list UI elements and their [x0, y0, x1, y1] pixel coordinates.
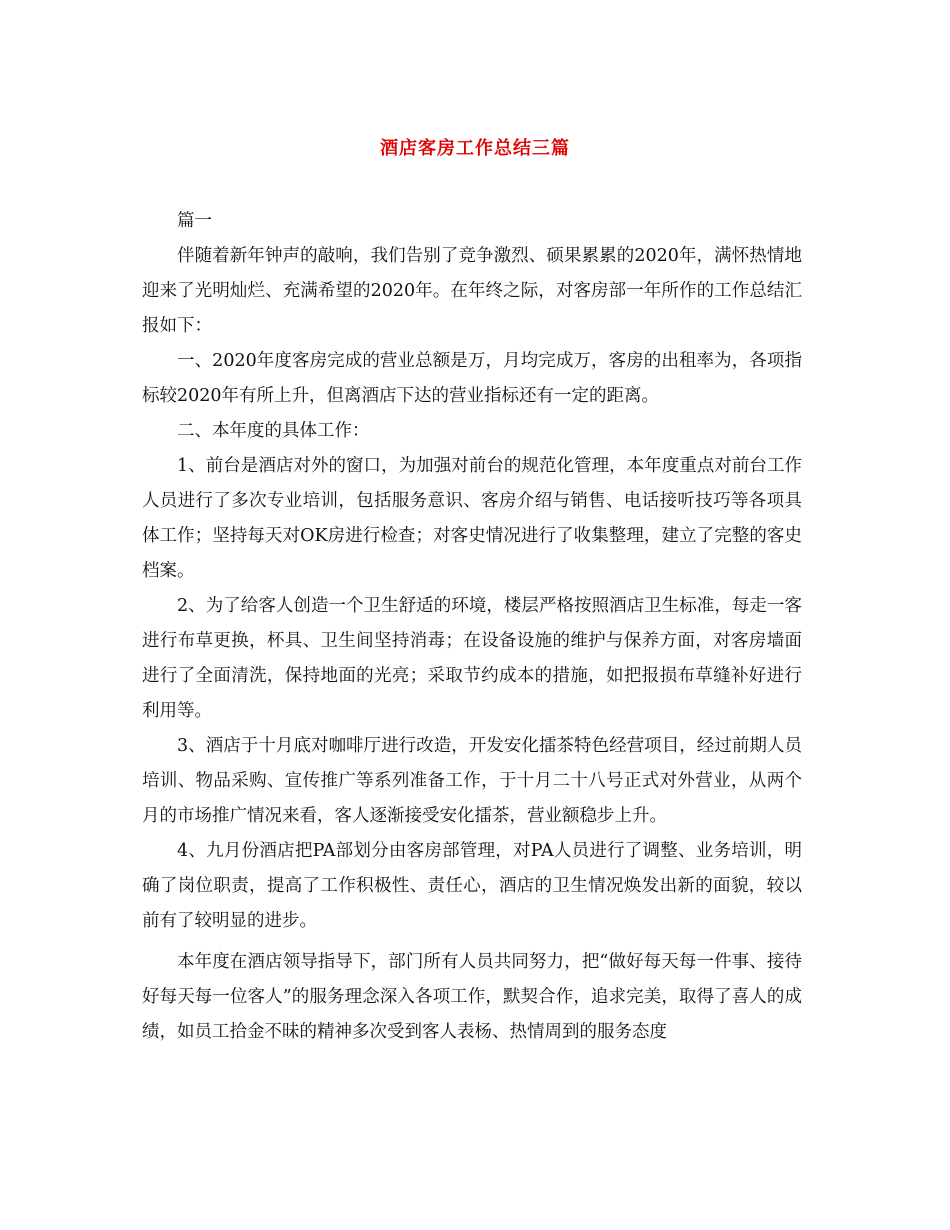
paragraph: 本年度在酒店领导指导下，部门所有人员共同努力，把“做好每天每一件事、接待好每天每一位客人”的服务理念深入各项工作，默契合作，追求完美，取得了喜人的成绩，如员工拾金不昧的精神多次受到客人表杨、热情周到的服务态度	[142, 952, 802, 1042]
paragraph: 2、为了给客人创造一个卫生舒适的环境，楼层严格按照酒店卫生标准，每走一客进行布草更换，杯具、卫生间坚持消毒；在设备设施的维护与保养方面，对客房墙面进行了全面清洗，保持地面的光亮；采取节约成本的措施，如把报损布草缝补好进行利用等。	[142, 596, 802, 721]
paragraph: 1、前台是酒店对外的窗口，为加强对前台的规范化管理，本年度重点对前台工作人员进行了多次专业培训，包括服务意识、客房介绍与销售、电话接听技巧等各项具体工作；坚持每天对OK房进行检查；对客史情况进行了收集整理，建立了完整的客史档案。	[142, 456, 802, 581]
paragraph: 伴随着新年钟声的敲响，我们告别了竞争激烈、硕果累累的2020年，满怀热情地迎来了光明灿烂、充满希望的2020年。在年终之际，对客房部一年所作的工作总结汇报如下：	[142, 246, 802, 336]
paragraph: 4、九月份酒店把PA部划分由客房部管理，对PA人员进行了调整、业务培训，明确了岗位职责，提高了工作积极性、责任心，酒店的卫生情况焕发出新的面貌，较以前有了较明显的进步。	[142, 841, 802, 931]
section-heading: 篇一	[177, 211, 212, 231]
document-title: 酒店客房工作总结三篇	[380, 138, 570, 159]
paragraph: 一、2020年度客房完成的营业总额是万，月均完成万，客房的出租率为，各项指标较2020年有所上升，但离酒店下达的营业指标还有一定的距离。	[142, 351, 802, 406]
paragraph: 3、酒店于十月底对咖啡厅进行改造，开发安化擂茶特色经营项目，经过前期人员培训、物品采购、宣传推广等系列准备工作，于十月二十八号正式对外营业，从两个月的市场推广情况来看，客人逐渐接受安化擂茶，营业额稳步上升。	[142, 736, 802, 826]
document-body	[142, 204, 802, 1050]
paragraph: 二、本年度的具体工作：	[177, 421, 370, 441]
